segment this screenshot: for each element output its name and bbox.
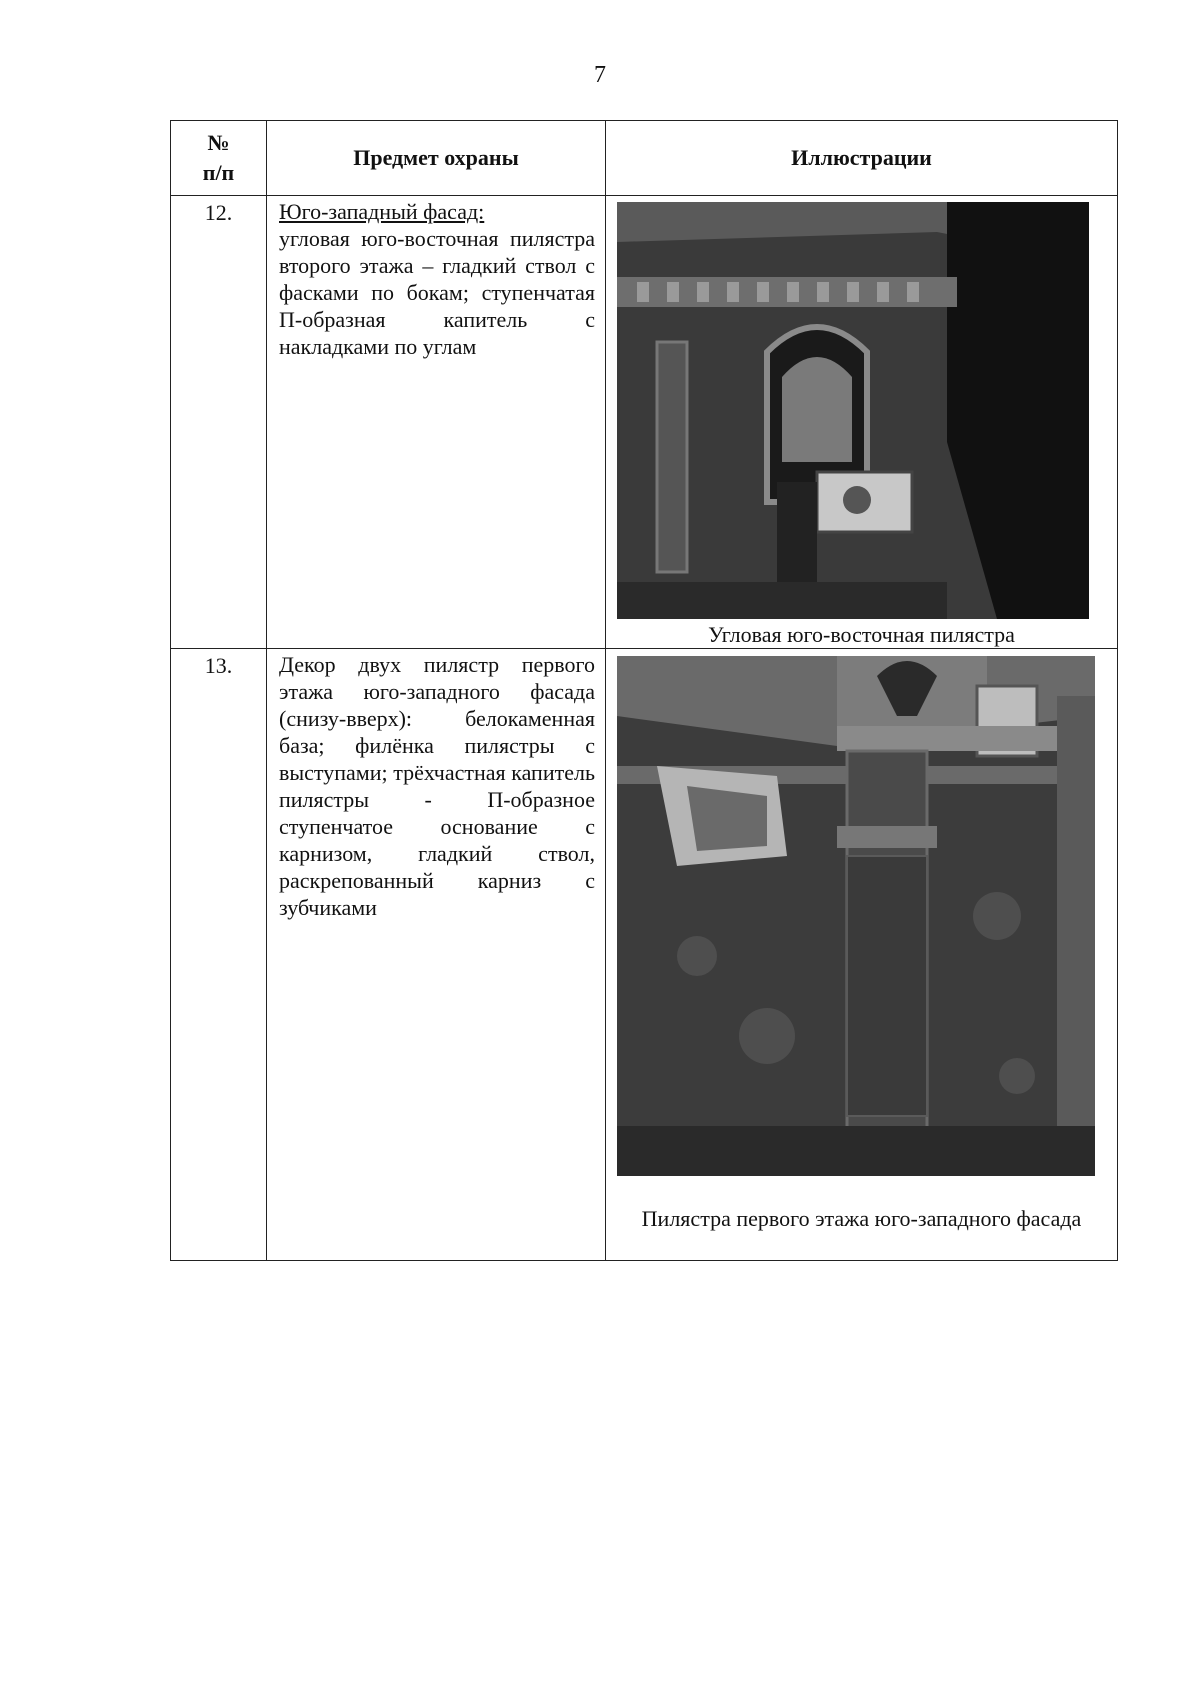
page-number: 7 bbox=[594, 62, 606, 88]
photo-caption: Угловая юго-восточная пилястра bbox=[708, 622, 1015, 647]
row-subject bbox=[267, 649, 606, 1261]
row-illustration bbox=[606, 649, 1118, 1261]
row-subject-text: угловая юго-восточная пилястра второго этажа – гладкий ствол с фасками по бокам; ступенчатая П-образная капитель с накладками по углам bbox=[279, 226, 595, 359]
table-row bbox=[171, 196, 1118, 649]
header-number bbox=[171, 121, 267, 196]
header-subject: Предмет охраны bbox=[267, 121, 606, 196]
header-illustrations: Иллюстрации bbox=[606, 121, 1118, 196]
row-number: 13. bbox=[171, 649, 267, 1261]
table-header-row bbox=[171, 121, 1118, 196]
photo-corner-pilaster bbox=[617, 202, 1089, 619]
protection-table bbox=[170, 120, 1118, 1261]
table-row bbox=[171, 649, 1118, 1261]
photo-first-floor-pilaster bbox=[617, 656, 1095, 1176]
header-number-line1: № bbox=[207, 130, 230, 155]
row-illustration bbox=[606, 196, 1118, 649]
photo-caption: Пилястра первого этажа юго-западного фасада bbox=[641, 1206, 1082, 1231]
row-subject-lead: Юго-западный фасад: bbox=[279, 199, 485, 224]
row-number: 12. bbox=[171, 196, 267, 649]
row-subject bbox=[267, 196, 606, 649]
header-number-line2: п/п bbox=[202, 160, 235, 185]
row-subject-text: Декор двух пилястр первого этажа юго-западного фасада (снизу-вверх): белокаменная база; филёнка пилястры с выступами; трёхчастная капитель пилястры - П-образное ступенчатое основание с карнизом, гладкий ствол, раскрепованный карниз с зубчиками bbox=[279, 652, 595, 920]
